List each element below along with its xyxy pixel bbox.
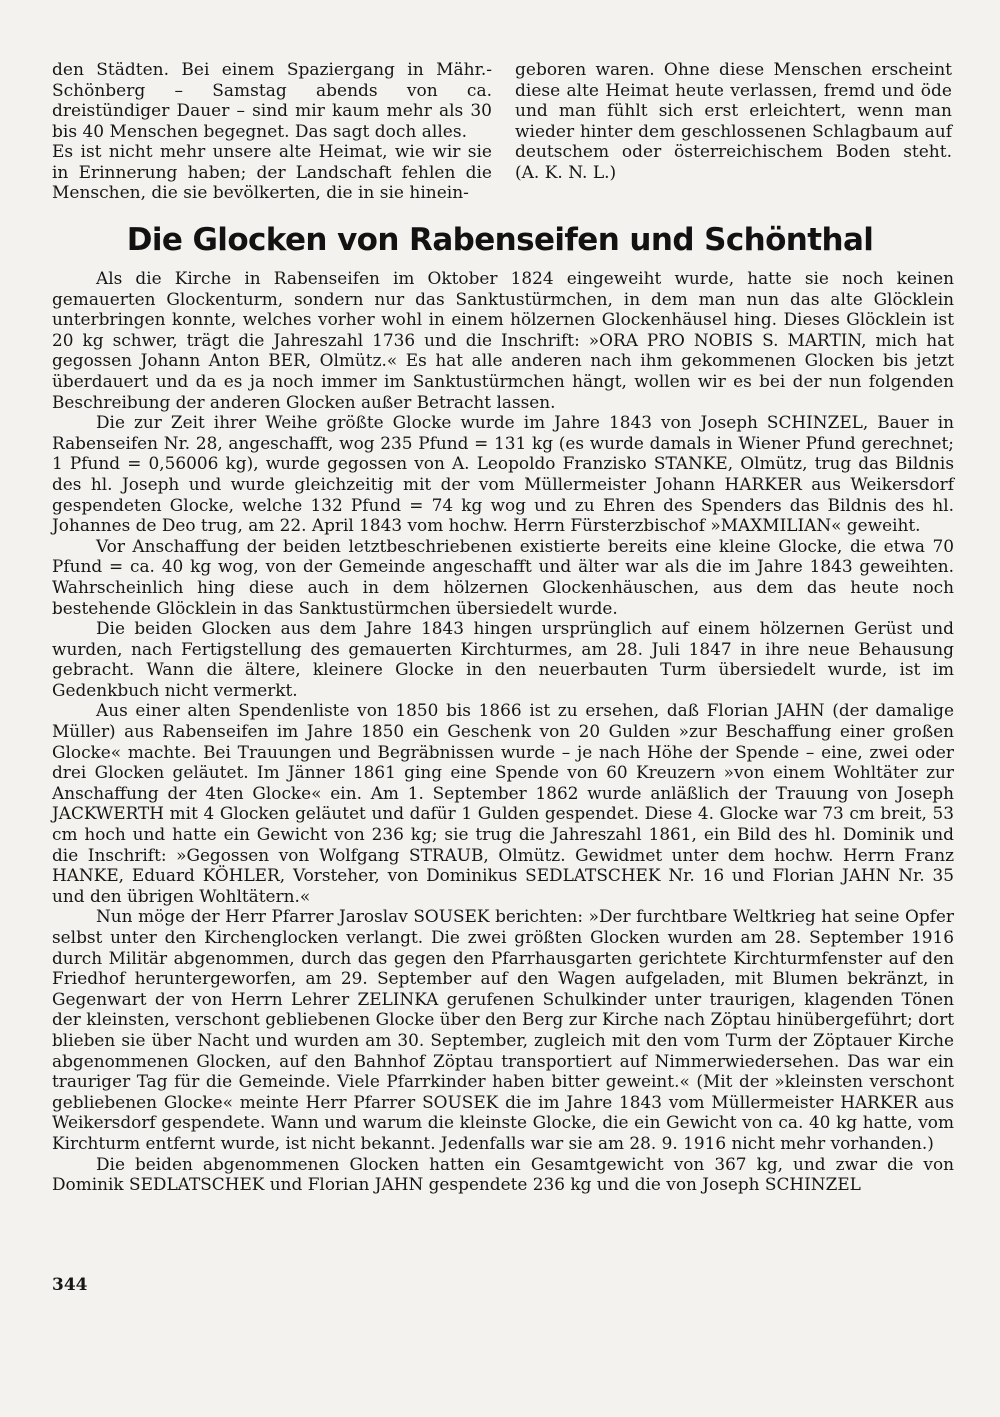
page-number: 344 — [52, 1275, 88, 1295]
article-paragraph: Die beiden Glocken aus dem Jahre 1843 hingen ursprünglich auf einem hölzernen Gerüst und wurden, nach Fertigstellung des gemauerten Kirchturmes, am 28. Juli 1847 in ihre neue Behausung gebracht. Wann die ältere, kleinere Glocke in den neuerbauten Turm übersiedelt wurde, ist im Gedenkbuch nicht vermerkt. — [52, 618, 954, 700]
article-paragraph: Nun möge der Herr Pfarrer Jaroslav SOUSEK berichten: »Der furchtbare Weltkrieg hat seine Opfer selbst unter den Kirchenglocken verlangt. Die zwei größten Glocken wurden am 28. September 1916 durch Militär abgenommen, durch das gegen den Pfarrhausgarten gerichtete Kirchturmfenster auf den Friedhof heruntergeworfen, am 29. September auf den Wagen aufgeladen, mit Blumen bekränzt, in Gegenwart der von Herrn Lehrer ZELINKA gerufenen Schulkinder unter traurigen, klagenden Tönen der kleinsten, verschont gebliebenen Glocke über den Berg zur Kirche nach Zöptau hinübergeführt; dort blieben sie über Nacht und wurden am 30. September, zugleich mit den vom Turm der Zöptauer Kirche abgenommenen Glocken, auf den Bahnhof Zöptau transportiert auf Nimmerwiedersehen. Das war ein trauriger Tag für die Gemeinde. Viele Pfarrkinder haben bitter geweint.« (Mit der »kleinsten verschont gebliebenen Glocke« meinte Herr Pfarrer SOUSEK die im Jahre 1843 vom Müllermeister HARKER aus Weikersdorf gespendete. Wann und warum die kleinste Glocke, die ein Gewicht von ca. 40 kg hatte, vom Kirchturm entfernt wurde, ist nicht bekannt. Jedenfalls war sie am 28. 9. 1916 nicht mehr vorhanden.) — [52, 906, 954, 1153]
article-body — [52, 268, 954, 1195]
continued-text-left-column — [52, 60, 492, 204]
article-paragraph: Als die Kirche in Rabenseifen im Oktober 1824 eingeweiht wurde, hatte sie noch keinen gemauerten Glockenturm, sondern nur das Sanktustürmchen, in dem man nun das alte Glöcklein unterbringen konnte, welches vorher wohl in einem hölzernen Glockenhäusel hing. Dieses Glöcklein ist 20 kg schwer, trägt die Jahreszahl 1736 und die Inschrift: »ORA PRO NOBIS S. MARTIN, mich hat gegossen Johann Anton BER, Olmütz.« Es hat alle anderen nach ihm gekommenen Glocken bis jetzt überdauert und da es ja noch immer im Sanktustürmchen hängt, wollen wir es bei der nun folgenden Beschreibung der anderen Glocken außer Betracht lassen. — [52, 268, 954, 412]
continued-paragraph: Es ist nicht mehr unsere alte Heimat, wie wir sie in Erinnerung haben; der Landschaft fehlen die Menschen, die sie bevölkerten, die in sie hinein- — [52, 142, 492, 203]
article-paragraph: Die zur Zeit ihrer Weihe größte Glocke wurde im Jahre 1843 von Joseph SCHINZEL, Bauer in Rabenseifen Nr. 28, angeschafft, wog 235 Pfund = 131 kg (es wurde damals in Wiener Pfund gerechnet; 1 Pfund = 0,56006 kg), wurde gegossen von A. Leopoldo Franzisko STANKE, Olmütz, trug das Bildnis des hl. Joseph und wurde gleichzeitig mit der vom Müllermeister Johann HARKER aus Weikersdorf gespendeten Glocke, welche 132 Pfund = 74 kg wog und zu Ehren des Spenders das Bildnis des hl. Johannes de Deo trug, am 22. April 1843 vom hochw. Herrn Fürsterzbischof »MAXMILIAN« geweiht. — [52, 412, 954, 536]
article-title: Die Glocken von Rabenseifen und Schönthal — [126, 222, 874, 258]
article-paragraph: Aus einer alten Spendenliste von 1850 bis 1866 ist zu ersehen, daß Florian JAHN (der damalige Müller) aus Rabenseifen im Jahre 1850 ein Geschenk von 20 Gulden »zur Beschaffung einer großen Glocke« machte. Bei Trauungen und Begräbnissen wurde – je nach Höhe der Spende – eine, zwei oder drei Glocken geläutet. Im Jänner 1861 ging eine Spende von 60 Kreuzern »von einem Wohltäter zur Anschaffung der 4ten Glocke« ein. Am 1. September 1862 wurde anläßlich der Trauung von Joseph JACKWERTH mit 4 Glocken geläutet und dafür 1 Gulden gespendet. Diese 4. Glocke war 73 cm breit, 53 cm hoch und hatte ein Gewicht von 236 kg; sie trug die Jahreszahl 1861, ein Bild des hl. Dominik und die Inschrift: »Gegossen von Wolfgang STRAUB, Olmütz. Gewidmet unter dem hochw. Herrn Franz HANKE, Eduard KÖHLER, Vorsteher, von Dominikus SEDLATSCHEK Nr. 16 und Florian JAHN Nr. 35 und den übrigen Wohltätern.« — [52, 700, 954, 906]
article-paragraph: Vor Anschaffung der beiden letztbeschriebenen existierte bereits eine kleine Glocke, die etwa 70 Pfund = ca. 40 kg wog, von der Gemeinde angeschafft und älter war als die im Jahre 1843 geweihten. Wahrscheinlich hing diese auch in dem hölzernen Glockenhäuschen, aus dem das heute noch bestehende Glöcklein in das Sanktustürmchen übersiedelt wurde. — [52, 535, 954, 618]
continued-paragraph: den Städten. Bei einem Spaziergang in Mähr.-Schönberg – Samstag abends von ca. dreistündiger Dauer – sind mir kaum mehr als 30 bis 40 Menschen begegnet. Das sagt doch alles. — [52, 60, 492, 142]
continued-paragraph: geboren waren. Ohne diese Menschen erscheint diese alte Heimat heute verlassen, fremd und öde und man fühlt sich erst erleichtert, wenn man wieder hinter dem geschlossenen Schlagbaum auf deutschem oder österreichischem Boden steht. (A. K. N. L.) — [515, 60, 952, 183]
article-paragraph: Die beiden abgenommenen Glocken hatten ein Gesamtgewicht von 367 kg, und zwar die von Dominik SEDLATSCHEK und Florian JAHN gespendete 236 kg und die von Joseph SCHINZEL — [52, 1153, 954, 1195]
continued-text-right-column — [515, 60, 952, 183]
